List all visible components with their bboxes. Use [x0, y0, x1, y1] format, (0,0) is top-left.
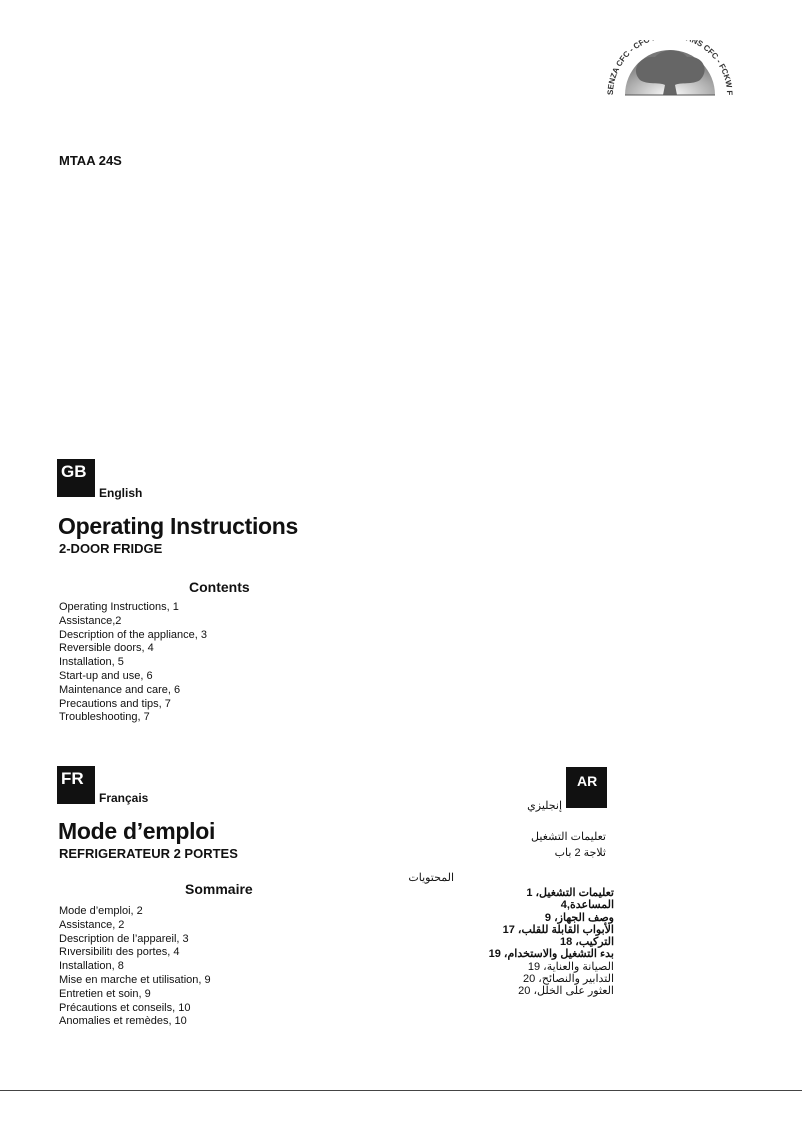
list-item: Operating Instructions, 1 [59, 601, 179, 613]
list-item: Entretien et soin, 9 [59, 987, 151, 1000]
list-item: Maintenance and care, 6 [59, 683, 181, 696]
list-item: Mise en marche et utilisation, 9 [59, 973, 211, 986]
list-item: Precautions and tips, 7 [59, 697, 171, 710]
gb-language: English [99, 486, 143, 500]
list-item: الأبواب القابلة للقلب، 17 [502, 923, 614, 936]
ar-contents-heading: المحتويات [408, 872, 454, 884]
list-item: Installation, 8 [59, 960, 124, 973]
list-item: Rıversibilitı des portes, 4 [59, 946, 180, 959]
fr-title: Mode d’emploi [58, 818, 216, 844]
list-item: Anomalies et remèdes, 10 [59, 1015, 187, 1028]
model-number: MTAA 24S [59, 153, 122, 168]
fr-subtitle: REFRIGERATEUR 2 PORTES [59, 846, 238, 861]
cfc-free-logo [605, 40, 735, 105]
ar-contents-list [489, 887, 614, 998]
gb-badge: GB [57, 459, 95, 497]
list-item: Description of the appliance, 3 [59, 628, 207, 641]
list-item: Assistance, 2 [59, 918, 125, 931]
list-item: Reversible doors, 4 [59, 642, 154, 655]
fr-language: Français [99, 791, 149, 805]
ar-subtitle: ثلاجة 2 باب [554, 847, 606, 859]
gb-contents-heading: Contents [189, 579, 250, 595]
list-item: Installation, 5 [59, 656, 124, 669]
list-item: الصيانة والعناية، 19 [527, 960, 614, 973]
list-item: Mode d’emploi, 2 [59, 905, 143, 917]
fr-contents-list [59, 905, 211, 1029]
list-item: Description de l’appareil, 3 [59, 932, 189, 945]
fr-contents-heading: Sommaire [185, 881, 253, 897]
list-item: المساعدة,4 [560, 899, 614, 912]
list-item: Précautions et conseils, 10 [59, 1001, 191, 1014]
gb-title: Operating Instructions [58, 513, 299, 539]
list-item: وصف الجهاز، 9 [544, 911, 614, 924]
gb-subtitle: 2-DOOR FRIDGE [59, 541, 163, 556]
ar-language: إنجليزي [527, 800, 562, 812]
list-item: العثور على الخلل، 20 [518, 985, 614, 998]
list-item: تعليمات التشغيل، 1 [526, 887, 614, 899]
list-item: Troubleshooting, 7 [59, 711, 150, 724]
list-item: التركيب، 18 [559, 936, 614, 949]
svg-text:SENZA CFC - CFC FREE - SANS CF: SENZA CFC - CFC NS CFC - FCKW F [605, 40, 735, 96]
list-item: Start-up and use, 6 [59, 669, 153, 682]
gb-contents-list [59, 601, 207, 725]
list-item: التدابير والنصائح، 20 [522, 973, 614, 986]
ar-title: تعليمات التشغيل [531, 831, 606, 843]
footer-divider [0, 1090, 802, 1091]
list-item: Assistance,2 [59, 614, 122, 627]
list-item: بدء التشغيل والاستخدام، 19 [488, 948, 614, 961]
ar-badge: AR [566, 767, 607, 808]
fr-badge: FR [57, 766, 95, 804]
